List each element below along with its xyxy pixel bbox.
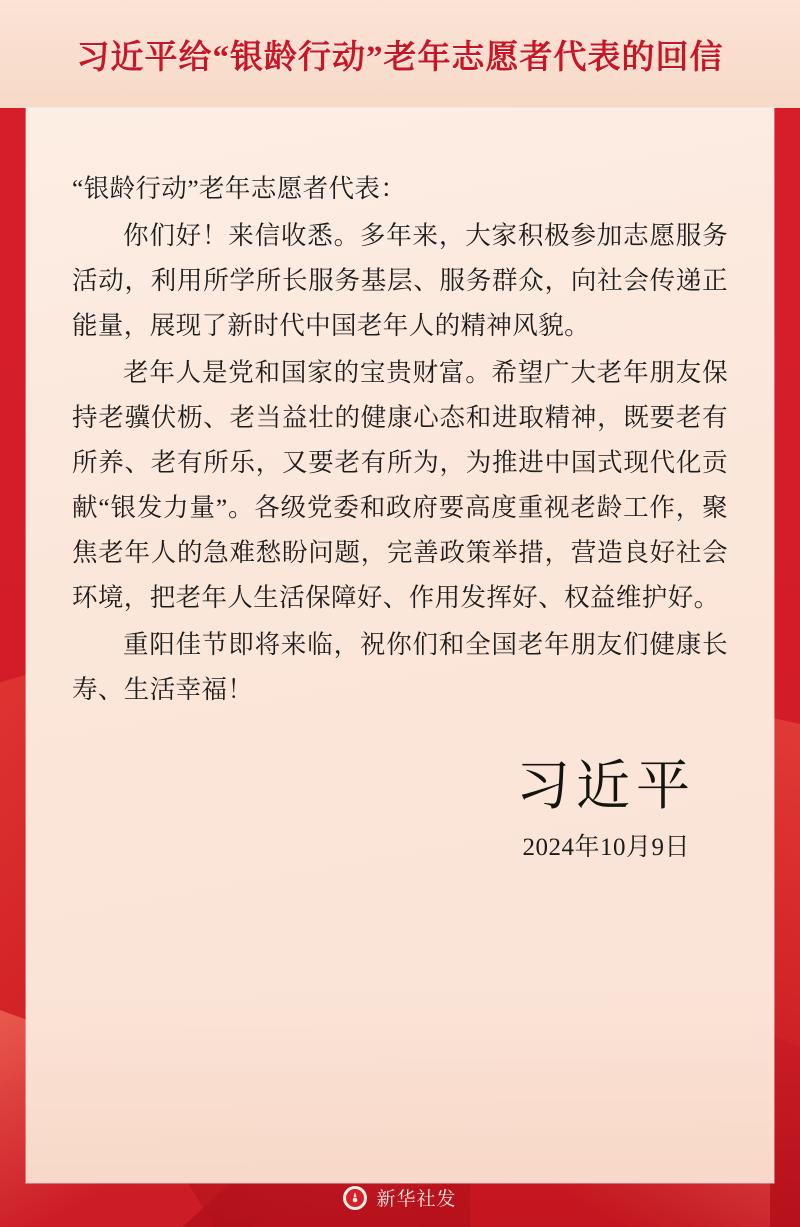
letter-salutation: “银龄行动”老年志愿者代表：	[72, 174, 407, 203]
signature-name: 习近平	[516, 756, 696, 816]
footer-credit	[0, 1184, 800, 1211]
letter-paragraph-1: 你们好！来信收悉。多年来，大家积极参加志愿服务活动，利用所学所长服务基层、服务群众，向社会传递正能量，展现了新时代中国老年人的精神风貌。	[72, 221, 728, 340]
letter-paragraph-2: 老年人是党和国家的宝贵财富。希望广大老年朋友保持老骥伏枥、老当益壮的健康心态和进取精神，既要老有所养、老有所乐，又要老有所为，为推进中国式现代化贡献“银发力量”。各级党委和政府要高度重视老龄工作，聚焦老年人的急难愁盼问题，完善政策举措，营造良好社会环境，把老年人生活保障好、作用发挥好、权益维护好。	[72, 358, 728, 612]
letter-paragraph-3: 重阳佳节即将来临，祝你们和全国老年朋友们健康长寿、生活幸福！	[72, 630, 728, 704]
letter-body	[26, 108, 774, 712]
letter-paper	[26, 108, 774, 1183]
title-banner	[0, 0, 800, 108]
credit-text: 新华社发	[376, 1189, 457, 1210]
signature-block	[26, 758, 774, 863]
xinhua-logo-icon	[343, 1186, 367, 1210]
signature-date: 2024年10月9日	[522, 833, 690, 861]
page-title: 习近平给“银龄行动”老年志愿者代表的回信	[76, 39, 724, 76]
